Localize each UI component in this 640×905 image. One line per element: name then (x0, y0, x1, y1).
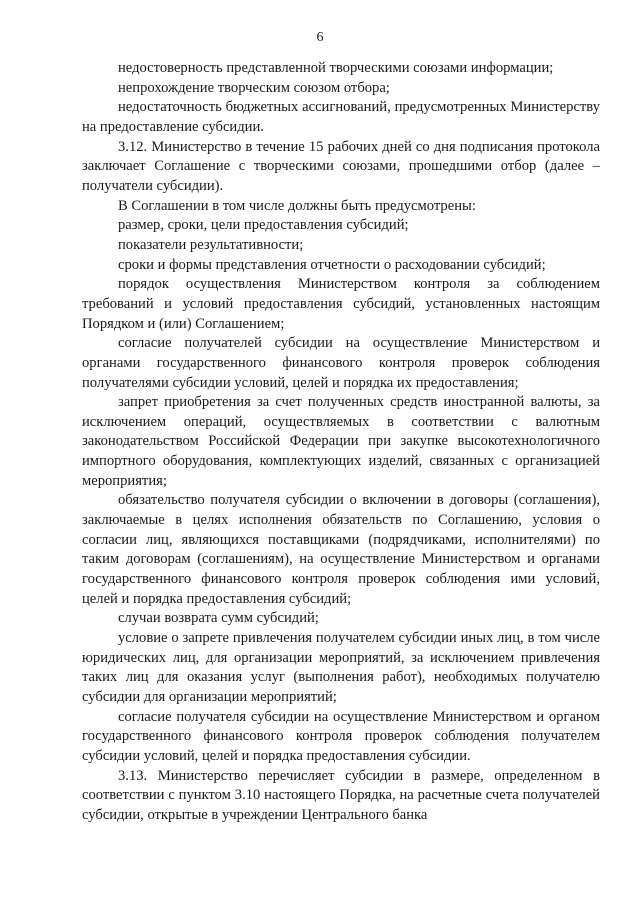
paragraph: размер, сроки, цели предоставления субсидий; (118, 217, 409, 234)
paragraph: показатели результативности; (118, 236, 304, 253)
paragraph: обязательство получателя субсидии о включении в договоры (соглашения), заключаемые в целях исполнения обязательств по Соглашению, условия о согласии лиц, являющихся поставщиками (подрядчиками, исполнителями) по таким договорам (соглашениям), на осуществление Министерством и органами государственного финансового контроля проверок соблюдения ими условий, целей и порядка предоставления субсидий; (82, 492, 600, 607)
paragraph: недостоверность представленной творческими союзами информации; (118, 60, 554, 76)
paragraph: В Соглашении в том числе должны быть предусмотрены: (118, 197, 476, 214)
paragraph: запрет приобретения за счет полученных средств иностранной валюты, за исключением операций, осуществляемых в соответствии с валютным законодательством Российской Федерации при закупке высокотехнологичного импортного оборудования, комплектующих изделий, связанных с организацией мероприятия; (82, 394, 600, 489)
paragraph: сроки и формы представления отчетности о расходовании субсидий; (118, 256, 546, 273)
document-body (82, 59, 600, 826)
paragraph: случаи возврата сумм субсидий; (118, 610, 319, 627)
paragraph: 3.13. Министерство перечисляет субсидии в размере, определенном в соответствии с пунктом 3.10 настоящего Порядка, на расчетные счета получателей субсидии, открытые в учреждении Центрального банка (82, 767, 600, 823)
paragraph: порядок осуществления Министерством контроля за соблюдением требований и условий предоставления субсидий, установленных настоящим Порядком и (или) Соглашением; (82, 276, 600, 332)
page-number: 6 (316, 30, 324, 45)
paragraph: 3.12. Министерство в течение 15 рабочих дней со дня подписания протокола заключает Соглашение с творческими союзами, прошедшими отбор (далее – получатели субсидии). (82, 138, 600, 194)
paragraph: согласие получателя субсидии на осуществление Министерством и органом государственного финансового контроля проверок соблюдения получателем субсидии условий, целей и порядка предоставления субсидии. (82, 708, 600, 764)
paragraph: согласие получателей субсидии на осуществление Министерством и органами государственного финансового контроля проверок соблюдения получателями субсидии условий, целей и порядка их предоставления; (82, 335, 600, 391)
paragraph: непрохождение творческим союзом отбора; (118, 79, 390, 96)
paragraph: условие о запрете привлечения получателем субсидии иных лиц, в том числе юридических лиц, для организации мероприятий, за исключением привлечения таких лиц для оказания услуг (выполнения работ), необходимых получателю субсидии для организации мероприятий; (82, 630, 600, 705)
paragraph: недостаточность бюджетных ассигнований, предусмотренных Министерству на предоставление субсидии. (82, 99, 600, 135)
